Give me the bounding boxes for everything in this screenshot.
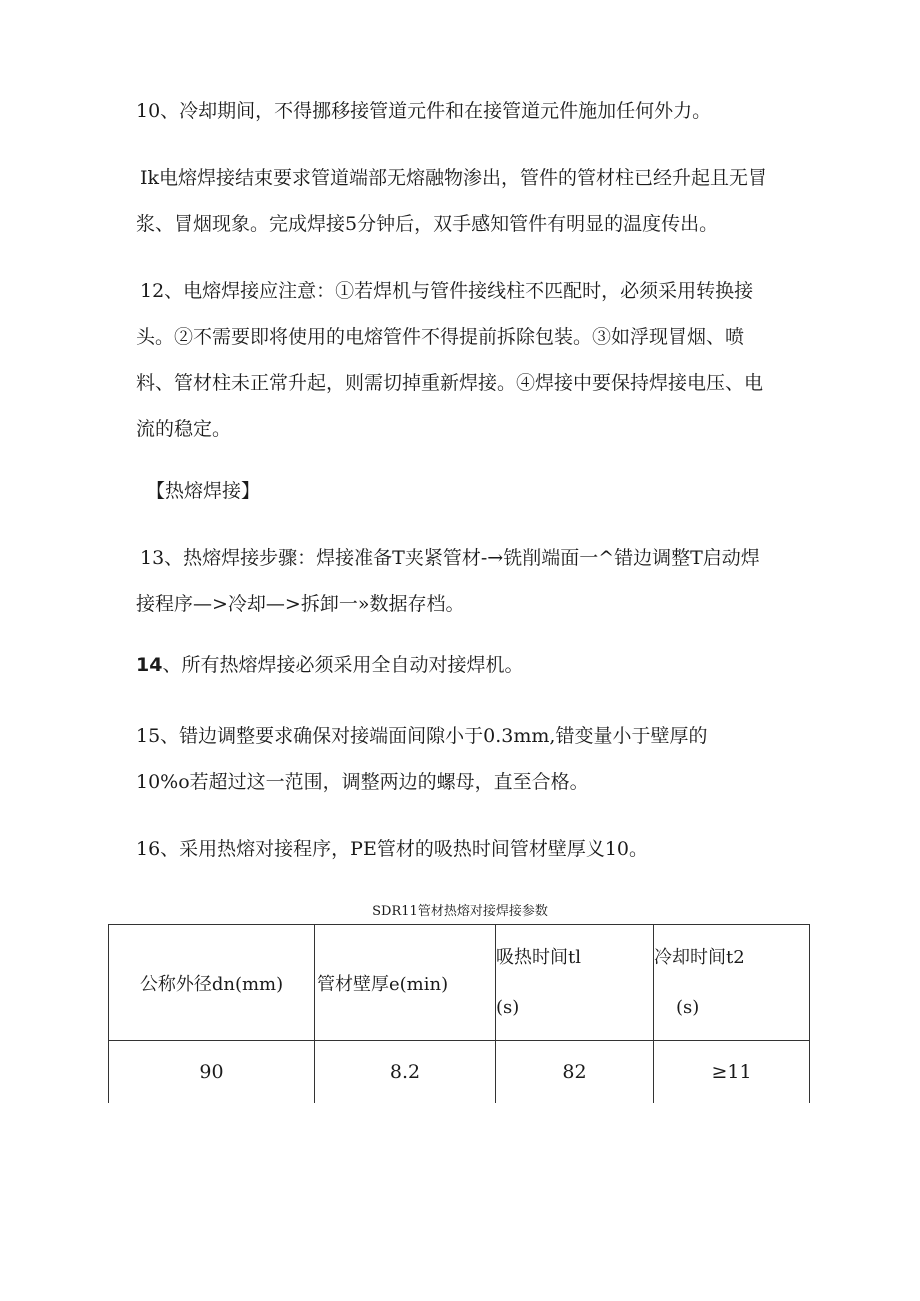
table-header-row	[109, 925, 810, 1041]
section-heading-text: 【热熔焊接】	[146, 480, 261, 502]
paragraph-14-line	[136, 642, 796, 688]
cell-wall-thickness: 8.2	[315, 1041, 496, 1104]
paragraph-14-text: 、所有热熔焊接必须采用全自动对接焊机。	[162, 654, 524, 676]
paragraph-11	[136, 155, 800, 247]
paragraph-12-line-1: 12、电熔焊接应注意：①若焊机与管件接线柱不匹配时，必须采用转换接	[140, 280, 754, 302]
paragraph-14-number: 14	[136, 654, 163, 676]
cell-heating-time: 82	[496, 1041, 654, 1104]
paragraph-13	[136, 535, 800, 627]
paragraph-12	[136, 268, 800, 452]
paragraph-10-line: 10、冷却期间，不得挪移接管道元件和在接管道元件施加任何外力。	[136, 100, 712, 122]
paragraph-16	[136, 826, 796, 872]
paragraph-12-line-3: 料、管材柱未正常升起，则需切掉重新焊接。④焊接中要保持焊接电压、电	[136, 372, 764, 394]
paragraph-15	[136, 713, 796, 805]
welding-parameters-table	[108, 924, 810, 1103]
table-row	[109, 1041, 810, 1104]
paragraph-13-line-2: 接程序—>冷却—>拆卸一»数据存档。	[136, 593, 465, 615]
paragraph-15-line-1: 15、错边调整要求确保对接端面间隙小于0.3mm,错变量小于壁厚的	[136, 725, 708, 747]
header-heating-time-unit: (s)	[496, 996, 520, 1018]
header-cooling-time-unit: (s)	[676, 996, 700, 1018]
header-cooling-time-label: 冷却时间t2	[654, 946, 745, 968]
section-heading	[146, 468, 806, 514]
header-outer-diameter: 公称外径dn(mm)	[109, 925, 315, 1041]
paragraph-16-line: 16、采用热熔对接程序，PE管材的吸热时间管材壁厚义10。	[136, 838, 649, 860]
paragraph-11-line-2: 浆、冒烟现象。完成焊接5分钟后，双手感知管件有明显的温度传出。	[136, 213, 719, 235]
paragraph-13-line-1: 13、热熔焊接步骤：焊接准备T夹紧管材-→铣削端面一^错边调整T启动焊	[140, 547, 760, 569]
header-heating-time	[496, 925, 654, 1041]
paragraph-12-line-2: 头。②不需要即将使用的电熔管件不得提前拆除包装。③如浮现冒烟、喷	[136, 326, 745, 348]
cell-outer-diameter: 90	[109, 1041, 315, 1104]
paragraph-12-line-4: 流的稳定。	[136, 418, 232, 440]
cell-cooling-time: ≥11	[654, 1041, 810, 1104]
header-wall-thickness: 管材壁厚e(min)	[315, 925, 496, 1041]
header-heating-time-label: 吸热时间tl	[496, 946, 581, 968]
table-caption: SDR11管材热熔对接焊接参数	[372, 904, 548, 919]
paragraph-15-line-2: 10%o若超过这一范围，调整两边的螺母，直至合格。	[136, 771, 589, 793]
header-cooling-time	[654, 925, 810, 1041]
paragraph-10	[136, 88, 796, 134]
paragraph-14	[136, 642, 796, 688]
paragraph-11-line-1: Ik电熔焊接结束要求管道端部无熔融物渗出，管件的管材柱已经升起且无冒	[140, 167, 768, 189]
